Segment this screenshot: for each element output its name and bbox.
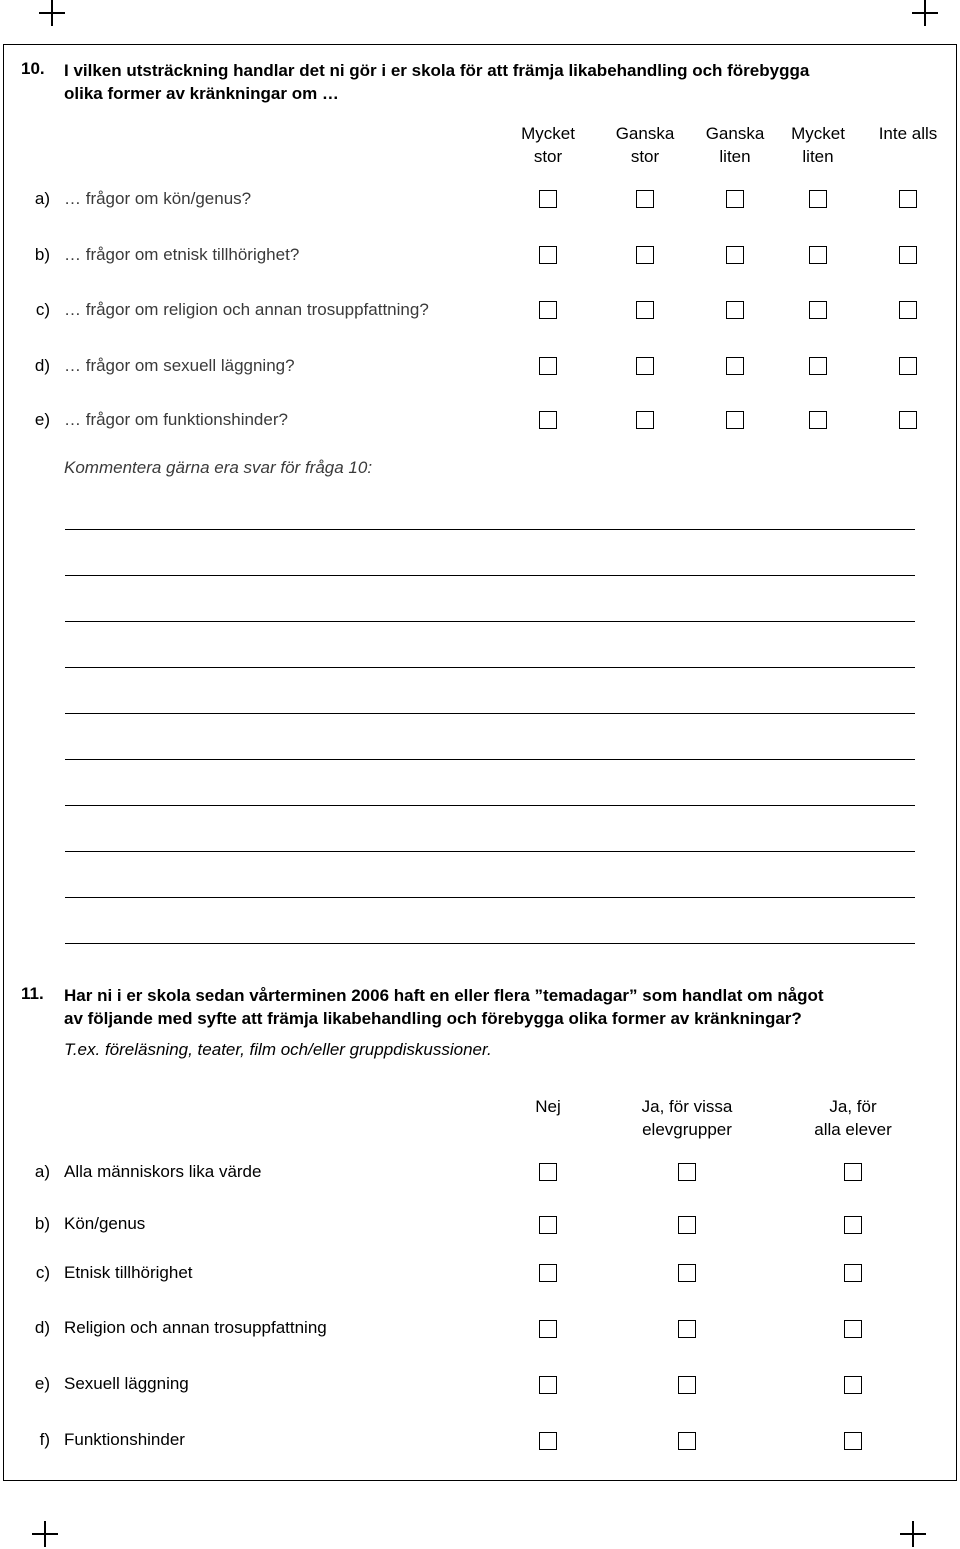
checkbox-a-nej[interactable] — [539, 1163, 557, 1181]
checkbox-e-ja-vissa[interactable] — [678, 1376, 696, 1394]
row-letter: c) — [35, 300, 50, 319]
q11-column-nej: Nej — [535, 1097, 561, 1116]
checkbox-c-ganska-stor[interactable] — [636, 301, 654, 319]
comment-line — [65, 529, 915, 530]
checkbox-c-nej[interactable] — [539, 1264, 557, 1282]
row-text: Alla människors lika värde — [64, 1162, 262, 1181]
row-text: Sexuell läggning — [64, 1374, 189, 1393]
q10-column-mycket-liten: Mycket liten — [791, 124, 845, 166]
checkbox-c-ja-alla[interactable] — [844, 1264, 862, 1282]
registration-mark-top-right — [912, 0, 938, 26]
question-11-text-line1: Har ni i er skola sedan vårterminen 2006 haft en eller flera ”temadagar” som handlat om något — [64, 986, 824, 1005]
q11-column-ja-vissa: Ja, för vissa elevgrupper — [641, 1097, 733, 1139]
row-letter: d) — [34, 1318, 50, 1337]
checkbox-a-mycket-stor[interactable] — [539, 190, 557, 208]
question-10-text-line1: I vilken utsträckning handlar det ni gör i er skola för att främja likabehandling och förebygga — [64, 61, 810, 80]
checkbox-d-ja-vissa[interactable] — [678, 1320, 696, 1338]
checkbox-e-nej[interactable] — [539, 1376, 557, 1394]
checkbox-c-mycket-liten[interactable] — [809, 301, 827, 319]
question-10-text — [64, 59, 809, 105]
checkbox-c-ganska-liten[interactable] — [726, 301, 744, 319]
question-10-text-line2: olika former av kränkningar om … — [64, 84, 339, 103]
row-text: … frågor om kön/genus? — [64, 189, 252, 208]
checkbox-d-inte-alls[interactable] — [899, 357, 917, 375]
checkbox-c-ja-vissa[interactable] — [678, 1264, 696, 1282]
q10-column-ganska-liten: Ganska liten — [705, 124, 765, 166]
checkbox-b-ganska-liten[interactable] — [726, 246, 744, 264]
checkbox-d-ja-alla[interactable] — [844, 1320, 862, 1338]
row-letter: f) — [39, 1430, 50, 1449]
checkbox-b-mycket-liten[interactable] — [809, 246, 827, 264]
checkbox-c-mycket-stor[interactable] — [539, 301, 557, 319]
row-letter: e) — [34, 1374, 50, 1393]
checkbox-b-mycket-stor[interactable] — [539, 246, 557, 264]
checkbox-a-ganska-liten[interactable] — [726, 190, 744, 208]
checkbox-a-mycket-liten[interactable] — [809, 190, 827, 208]
q11-column-ja-alla: Ja, för alla elever — [814, 1097, 892, 1139]
checkbox-f-ja-vissa[interactable] — [678, 1432, 696, 1450]
comment-line — [65, 713, 915, 714]
comment-line — [65, 759, 915, 760]
q10-column-inte-alls: Inte alls — [878, 124, 938, 143]
q10-comment-label: Kommentera gärna era svar för fråga 10: — [64, 458, 373, 477]
checkbox-d-ganska-liten[interactable] — [726, 357, 744, 375]
checkbox-e-mycket-liten[interactable] — [809, 411, 827, 429]
row-text: … frågor om sexuell läggning? — [64, 356, 295, 375]
checkbox-b-ganska-stor[interactable] — [636, 246, 654, 264]
checkbox-e-ja-alla[interactable] — [844, 1376, 862, 1394]
checkbox-a-ja-vissa[interactable] — [678, 1163, 696, 1181]
checkbox-c-inte-alls[interactable] — [899, 301, 917, 319]
checkbox-b-ja-vissa[interactable] — [678, 1216, 696, 1234]
q10-column-ganska-stor: Ganska stor — [615, 124, 675, 166]
checkbox-a-inte-alls[interactable] — [899, 190, 917, 208]
checkbox-d-nej[interactable] — [539, 1320, 557, 1338]
row-text: Kön/genus — [64, 1214, 146, 1233]
comment-line — [65, 621, 915, 622]
row-text: Etnisk tillhörighet — [64, 1263, 193, 1282]
comment-line — [65, 943, 915, 944]
question-10-number: 10. — [21, 59, 45, 78]
q11-hint: T.ex. föreläsning, teater, film och/eller gruppdiskussioner. — [64, 1040, 492, 1059]
comment-line — [65, 851, 915, 852]
row-text: … frågor om religion och annan trosuppfattning? — [64, 300, 429, 319]
question-11-text-line2: av följande med syfte att främja likabehandling och förebygga olika former av kränkningar? — [64, 1009, 802, 1028]
q10-column-mycket-stor: Mycket stor — [521, 124, 575, 166]
checkbox-f-ja-alla[interactable] — [844, 1432, 862, 1450]
row-letter: b) — [34, 1214, 50, 1233]
checkbox-d-ganska-stor[interactable] — [636, 357, 654, 375]
checkbox-e-mycket-stor[interactable] — [539, 411, 557, 429]
comment-line — [65, 805, 915, 806]
row-text: Religion och annan trosuppfattning — [64, 1318, 327, 1337]
question-11-text — [64, 984, 824, 1030]
registration-mark-bottom-left — [32, 1521, 58, 1547]
checkbox-e-inte-alls[interactable] — [899, 411, 917, 429]
row-letter: e) — [34, 410, 50, 429]
row-letter: b) — [34, 245, 50, 264]
row-text: Funktionshinder — [64, 1430, 185, 1449]
checkbox-e-ganska-stor[interactable] — [636, 411, 654, 429]
row-text: … frågor om etnisk tillhörighet? — [64, 245, 300, 264]
checkbox-b-ja-alla[interactable] — [844, 1216, 862, 1234]
row-letter: a) — [34, 189, 50, 208]
row-letter: a) — [34, 1162, 50, 1181]
row-text: … frågor om funktionshinder? — [64, 410, 288, 429]
checkbox-e-ganska-liten[interactable] — [726, 411, 744, 429]
checkbox-a-ja-alla[interactable] — [844, 1163, 862, 1181]
checkbox-a-ganska-stor[interactable] — [636, 190, 654, 208]
checkbox-b-inte-alls[interactable] — [899, 246, 917, 264]
checkbox-d-mycket-stor[interactable] — [539, 357, 557, 375]
checkbox-b-nej[interactable] — [539, 1216, 557, 1234]
row-letter: c) — [35, 1263, 50, 1282]
registration-mark-top-left — [39, 0, 65, 26]
comment-line — [65, 575, 915, 576]
comment-line — [65, 897, 915, 898]
question-11-number: 11. — [21, 984, 44, 1003]
checkbox-f-nej[interactable] — [539, 1432, 557, 1450]
comment-line — [65, 667, 915, 668]
checkbox-d-mycket-liten[interactable] — [809, 357, 827, 375]
row-letter: d) — [34, 356, 50, 375]
registration-mark-bottom-right — [900, 1521, 926, 1547]
